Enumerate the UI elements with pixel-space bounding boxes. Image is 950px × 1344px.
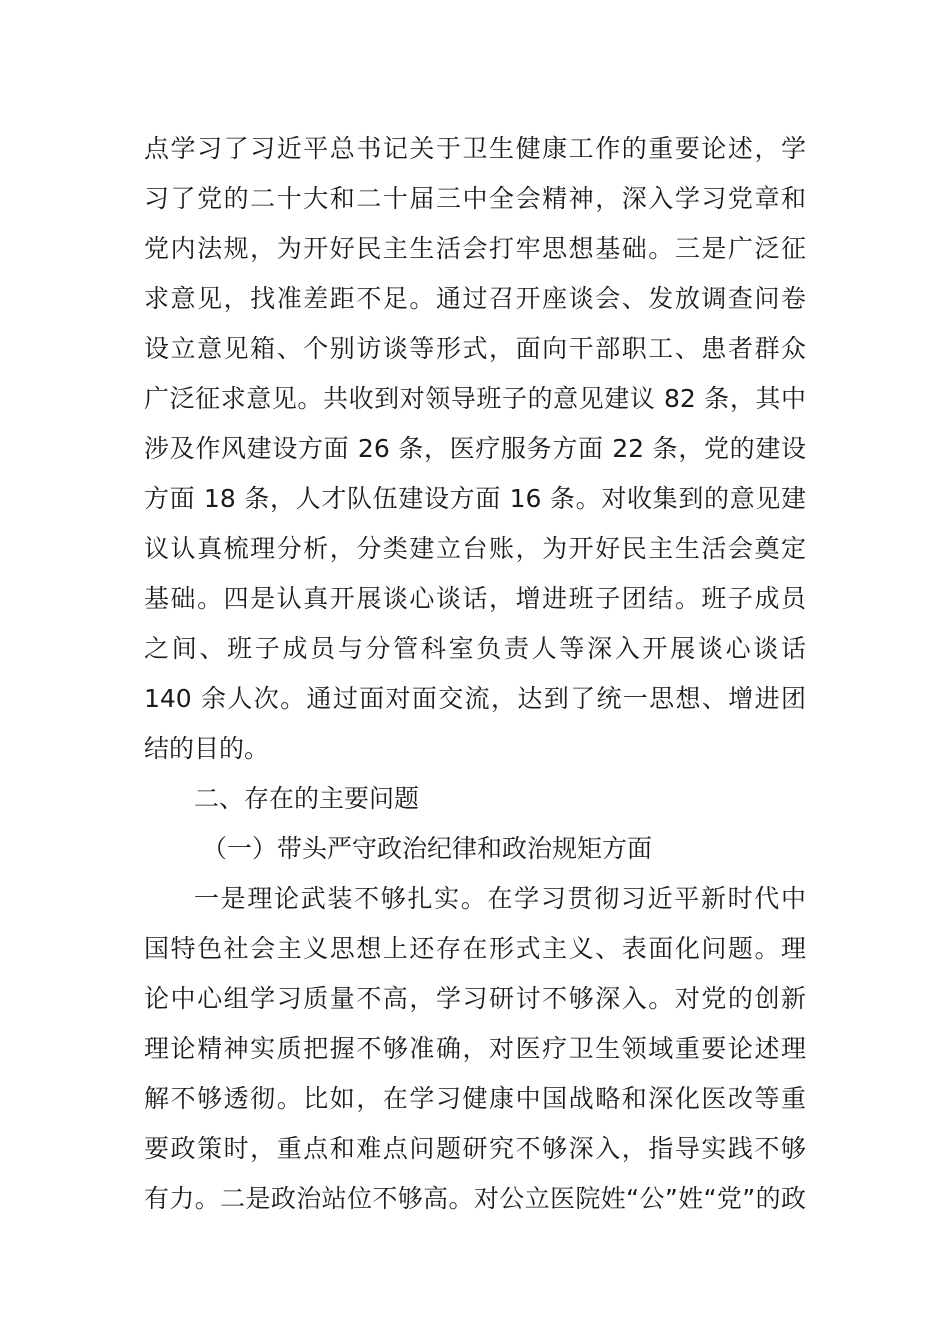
text-line: 广泛征求意见。共收到对领导班子的意见建议 82 条，其中 [144,384,806,413]
text-line: 140 余人次。通过面对面交流，达到了统一思想、增进团 [144,684,806,713]
text-line: 习了党的二十大和二十届三中全会精神，深入学习党章和 [144,184,806,213]
text-line: 理论精神实质把握不够准确，对医疗卫生领域重要论述理 [144,1034,806,1063]
text-line: 有力。二是政治站位不够高。对公立医院姓“公”姓“党”的政 [144,1184,806,1213]
document-body [144,124,806,1224]
text-line: 解不够透彻。比如，在学习健康中国战略和深化医改等重 [144,1084,806,1113]
text-line: 求意见，找准差距不足。通过召开座谈会、发放调查问卷 [144,284,806,313]
text-line: 国特色社会主义思想上还存在形式主义、表面化问题。理 [144,934,806,963]
text-line: 论中心组学习质量不高，学习研讨不够深入。对党的创新 [144,984,806,1013]
text-line: 涉及作风建设方面 26 条，医疗服务方面 22 条，党的建设 [144,434,806,463]
text-line: 议认真梳理分析，分类建立台账，为开好民主生活会奠定 [144,534,806,563]
text-line: 设立意见箱、个别访谈等形式，面向干部职工、患者群众 [144,334,806,363]
text-line: 点学习了习近平总书记关于卫生健康工作的重要论述，学 [144,134,806,163]
text-line: 要政策时，重点和难点问题研究不够深入，指导实践不够 [144,1134,806,1163]
text-line: 基础。四是认真开展谈心谈话，增进班子团结。班子成员 [144,584,806,613]
text-line: 一是理论武装不够扎实。在学习贯彻习近平新时代中 [194,884,806,913]
text-line: 党内法规，为开好民主生活会打牢思想基础。三是广泛征 [144,234,806,263]
text-line: 之间、班子成员与分管科室负责人等深入开展谈心谈话 [144,634,806,663]
subsection-heading: （一）带头严守政治纪律和政治规矩方面 [202,834,653,863]
section-heading: 二、存在的主要问题 [194,784,420,813]
text-line: 方面 18 条，人才队伍建设方面 16 条。对收集到的意见建 [144,484,806,513]
paragraph-problems [144,874,806,1224]
text-line: 结的目的。 [144,734,270,763]
paragraph-preparation [144,124,806,774]
